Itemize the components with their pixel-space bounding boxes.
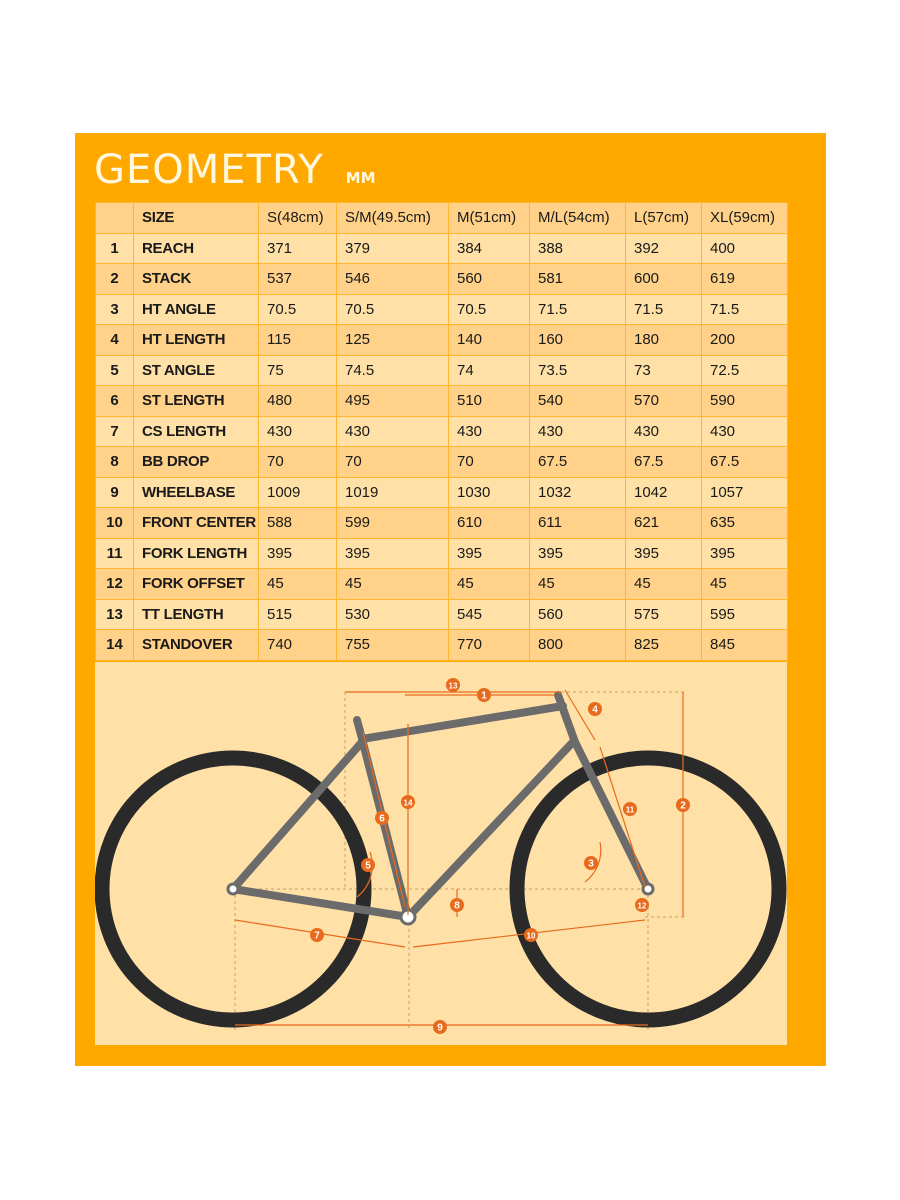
- value-cell: 600: [626, 264, 702, 295]
- marker-3-label: 3: [588, 858, 594, 870]
- table-row: [96, 355, 788, 386]
- value-cell: 70.5: [259, 294, 337, 325]
- value-cell: 395: [449, 538, 530, 569]
- value-cell: 395: [530, 538, 626, 569]
- chainstay: [233, 889, 408, 917]
- marker-12-label: 12: [637, 901, 647, 911]
- value-cell: 388: [530, 233, 626, 264]
- value-cell: 71.5: [626, 294, 702, 325]
- value-cell: 200: [702, 325, 788, 356]
- row-label: STACK: [134, 264, 259, 295]
- marker-4-label: 4: [592, 704, 598, 716]
- value-cell: 67.5: [702, 447, 788, 478]
- table-row: [96, 538, 788, 569]
- value-cell: 495: [337, 386, 449, 417]
- row-label: FORK LENGTH: [134, 538, 259, 569]
- marker-9-label: 9: [437, 1022, 443, 1034]
- value-cell: 70: [449, 447, 530, 478]
- value-cell: 595: [702, 599, 788, 630]
- table-row: [96, 630, 788, 661]
- table-row: [96, 447, 788, 478]
- value-cell: 515: [259, 599, 337, 630]
- value-cell: 160: [530, 325, 626, 356]
- rear-axle: [228, 884, 238, 894]
- row-label: HT LENGTH: [134, 325, 259, 356]
- header-l: L(57cm): [626, 203, 702, 234]
- value-cell: 71.5: [702, 294, 788, 325]
- row-label: TT LENGTH: [134, 599, 259, 630]
- title-unit: MM: [345, 169, 376, 187]
- value-cell: 575: [626, 599, 702, 630]
- value-cell: 430: [702, 416, 788, 447]
- row-label: STANDOVER: [134, 630, 259, 661]
- value-cell: 1019: [337, 477, 449, 508]
- value-cell: 611: [530, 508, 626, 539]
- value-cell: 430: [449, 416, 530, 447]
- row-label: FRONT CENTER: [134, 508, 259, 539]
- value-cell: 395: [337, 538, 449, 569]
- value-cell: 800: [530, 630, 626, 661]
- value-cell: 1032: [530, 477, 626, 508]
- value-cell: 530: [337, 599, 449, 630]
- marker-8-label: 8: [454, 900, 460, 912]
- value-cell: 546: [337, 264, 449, 295]
- top-tube: [362, 706, 563, 739]
- value-cell: 635: [702, 508, 788, 539]
- value-cell: 510: [449, 386, 530, 417]
- value-cell: 430: [337, 416, 449, 447]
- value-cell: 590: [702, 386, 788, 417]
- value-cell: 70.5: [337, 294, 449, 325]
- value-cell: 1042: [626, 477, 702, 508]
- marker-13-label: 13: [448, 681, 458, 691]
- value-cell: 395: [702, 538, 788, 569]
- header-ml: M/L(54cm): [530, 203, 626, 234]
- header-sm: S/M(49.5cm): [337, 203, 449, 234]
- table-row: [96, 569, 788, 600]
- value-cell: 560: [530, 599, 626, 630]
- row-number: 9: [96, 477, 134, 508]
- value-cell: 430: [259, 416, 337, 447]
- row-label: ST ANGLE: [134, 355, 259, 386]
- value-cell: 588: [259, 508, 337, 539]
- geometry-table: [95, 202, 788, 661]
- table-header-row: [96, 203, 788, 234]
- value-cell: 74: [449, 355, 530, 386]
- row-number: 8: [96, 447, 134, 478]
- value-cell: 755: [337, 630, 449, 661]
- value-cell: 610: [449, 508, 530, 539]
- marker-5-label: 5: [365, 860, 371, 872]
- header-m: M(51cm): [449, 203, 530, 234]
- value-cell: 73: [626, 355, 702, 386]
- value-cell: 45: [530, 569, 626, 600]
- marker-7-label: 7: [314, 930, 320, 942]
- value-cell: 581: [530, 264, 626, 295]
- row-number: 7: [96, 416, 134, 447]
- value-cell: 45: [259, 569, 337, 600]
- table-row: [96, 477, 788, 508]
- bike-geometry-diagram: [95, 662, 787, 1045]
- value-cell: 67.5: [626, 447, 702, 478]
- value-cell: 72.5: [702, 355, 788, 386]
- row-label: BB DROP: [134, 447, 259, 478]
- page-title: [94, 147, 376, 195]
- value-cell: 1057: [702, 477, 788, 508]
- value-cell: 545: [449, 599, 530, 630]
- value-cell: 45: [626, 569, 702, 600]
- row-number: 13: [96, 599, 134, 630]
- value-cell: 1030: [449, 477, 530, 508]
- value-cell: 45: [449, 569, 530, 600]
- value-cell: 392: [626, 233, 702, 264]
- table-row: [96, 508, 788, 539]
- value-cell: 125: [337, 325, 449, 356]
- value-cell: 371: [259, 233, 337, 264]
- value-cell: 740: [259, 630, 337, 661]
- value-cell: 430: [530, 416, 626, 447]
- table-row: [96, 264, 788, 295]
- marker-6-label: 6: [379, 813, 385, 825]
- value-cell: 180: [626, 325, 702, 356]
- marker-11-label: 11: [625, 805, 635, 815]
- table-row: [96, 386, 788, 417]
- row-number: 14: [96, 630, 134, 661]
- value-cell: 115: [259, 325, 337, 356]
- value-cell: 540: [530, 386, 626, 417]
- header-num-cell: [96, 203, 134, 234]
- table-row: [96, 599, 788, 630]
- row-number: 11: [96, 538, 134, 569]
- value-cell: 480: [259, 386, 337, 417]
- table-row: [96, 294, 788, 325]
- value-cell: 70.5: [449, 294, 530, 325]
- value-cell: 537: [259, 264, 337, 295]
- row-number: 6: [96, 386, 134, 417]
- value-cell: 395: [259, 538, 337, 569]
- row-number: 2: [96, 264, 134, 295]
- value-cell: 430: [626, 416, 702, 447]
- title-text: GEOMETRY: [94, 147, 324, 193]
- row-label: FORK OFFSET: [134, 569, 259, 600]
- value-cell: 73.5: [530, 355, 626, 386]
- row-number: 3: [96, 294, 134, 325]
- row-number: 5: [96, 355, 134, 386]
- table-row: [96, 233, 788, 264]
- row-number: 10: [96, 508, 134, 539]
- value-cell: 67.5: [530, 447, 626, 478]
- row-label: CS LENGTH: [134, 416, 259, 447]
- marker-1-label: 1: [481, 690, 487, 702]
- value-cell: 599: [337, 508, 449, 539]
- value-cell: 400: [702, 233, 788, 264]
- row-number: 12: [96, 569, 134, 600]
- value-cell: 71.5: [530, 294, 626, 325]
- bike-frame: [233, 695, 646, 917]
- value-cell: 70: [259, 447, 337, 478]
- header-size: SIZE: [134, 203, 259, 234]
- marker-14-label: 14: [403, 798, 413, 808]
- value-cell: 1009: [259, 477, 337, 508]
- row-label: ST LENGTH: [134, 386, 259, 417]
- value-cell: 395: [626, 538, 702, 569]
- row-number: 1: [96, 233, 134, 264]
- value-cell: 384: [449, 233, 530, 264]
- value-cell: 621: [626, 508, 702, 539]
- table-row: [96, 325, 788, 356]
- marker-10-label: 10: [526, 931, 536, 941]
- bike-diagram-svg: [95, 662, 787, 1045]
- value-cell: 619: [702, 264, 788, 295]
- down-tube: [408, 742, 573, 917]
- value-cell: 140: [449, 325, 530, 356]
- value-cell: 379: [337, 233, 449, 264]
- header-xl: XL(59cm): [702, 203, 788, 234]
- row-number: 4: [96, 325, 134, 356]
- value-cell: 570: [626, 386, 702, 417]
- value-cell: 45: [337, 569, 449, 600]
- table-row: [96, 416, 788, 447]
- value-cell: 560: [449, 264, 530, 295]
- row-label: WHEELBASE: [134, 477, 259, 508]
- row-label: HT ANGLE: [134, 294, 259, 325]
- value-cell: 74.5: [337, 355, 449, 386]
- value-cell: 825: [626, 630, 702, 661]
- value-cell: 75: [259, 355, 337, 386]
- value-cell: 45: [702, 569, 788, 600]
- value-cell: 770: [449, 630, 530, 661]
- header-s: S(48cm): [259, 203, 337, 234]
- marker-2-label: 2: [680, 800, 686, 812]
- value-cell: 845: [702, 630, 788, 661]
- value-cell: 70: [337, 447, 449, 478]
- row-label: REACH: [134, 233, 259, 264]
